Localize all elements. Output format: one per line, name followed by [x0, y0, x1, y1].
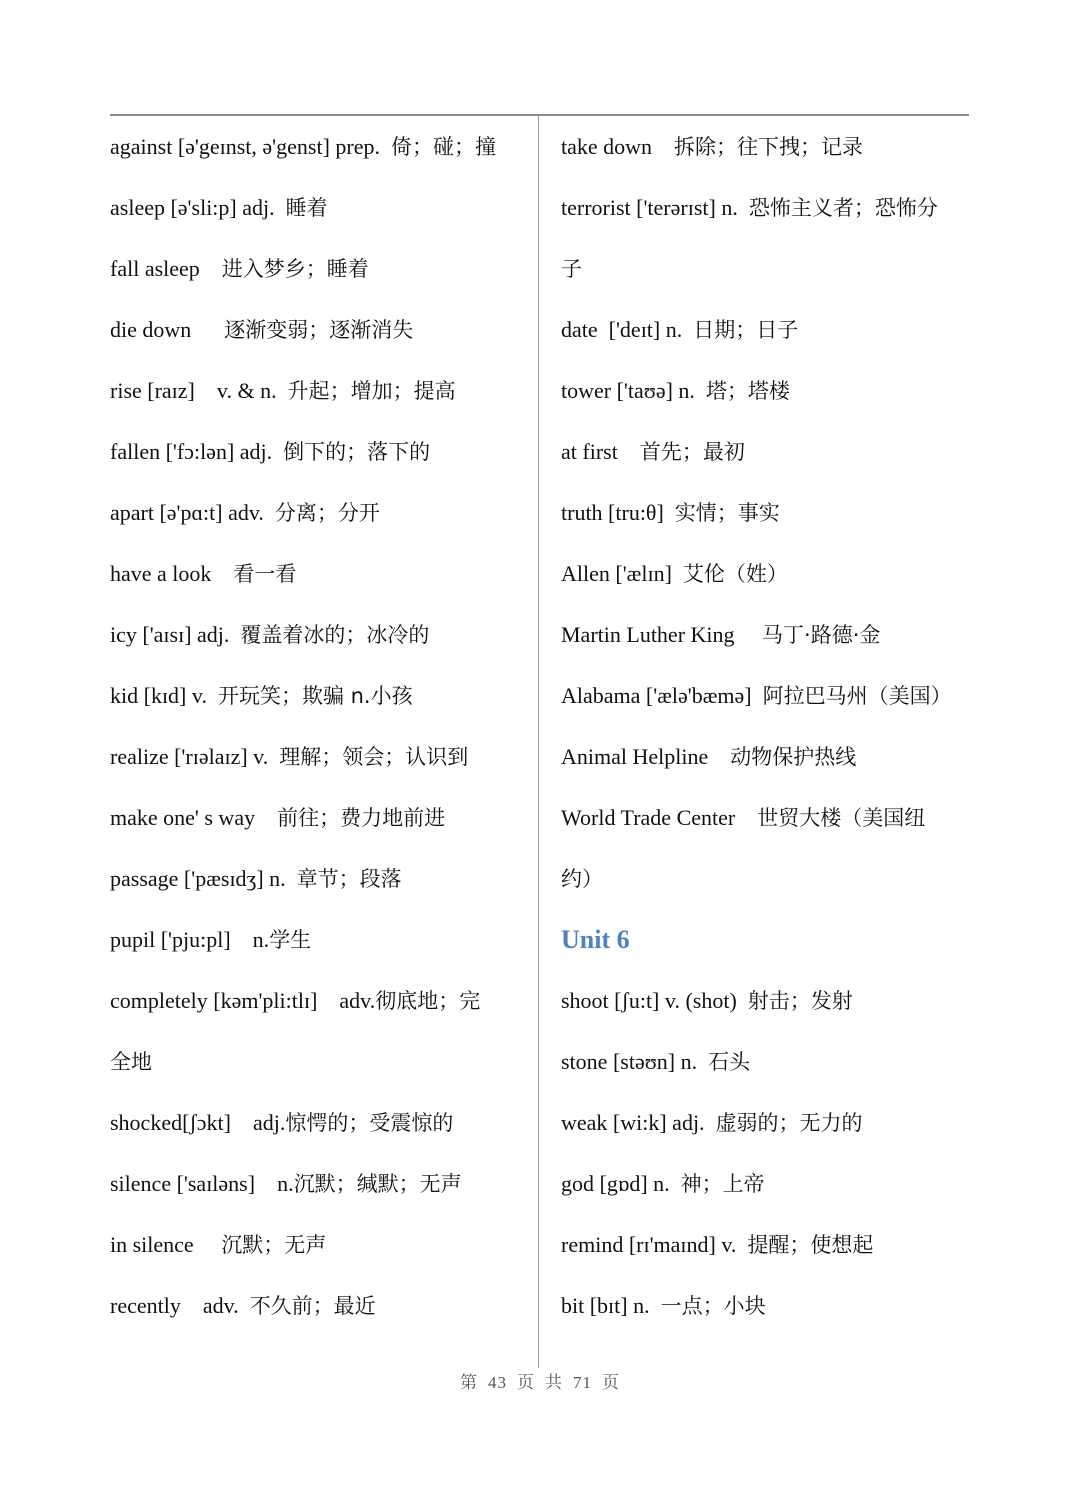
- vocab-entry: [561, 421, 981, 482]
- vocab-entry: [110, 1153, 530, 1214]
- vocab-chinese: 世贸大楼（美国纽: [757, 806, 926, 830]
- left-column: [110, 116, 530, 1336]
- vocab-english: have a look: [110, 561, 234, 586]
- vocab-english: Martin Luther King: [561, 622, 763, 647]
- page-footer: [0, 1368, 1080, 1393]
- vocab-entry: [561, 1153, 981, 1214]
- vocab-entry: [561, 604, 981, 665]
- vocab-entry: [110, 726, 530, 787]
- vocab-chinese: 倒下的；落下的: [283, 440, 431, 464]
- vocab-english: truth [tru:θ]: [561, 500, 675, 525]
- vocab-chinese: 提醒；使想起: [747, 1233, 874, 1257]
- vocab-english: weak [wi:k] adj.: [561, 1110, 716, 1135]
- vocab-entry: [110, 1031, 530, 1092]
- vocab-chinese: 全地: [110, 1050, 152, 1074]
- vocab-english: kid [kɪd] v.: [110, 683, 218, 708]
- vocab-english: die down: [110, 317, 225, 342]
- vocab-chinese: 理解；领会；认识到: [279, 745, 469, 769]
- vocab-english: asleep [ə'sli:p] adj.: [110, 195, 286, 220]
- vocab-entry: [561, 787, 981, 848]
- vocab-entry: [561, 1031, 981, 1092]
- right-column: [561, 116, 981, 1336]
- vocab-english: shocked[ʃɔkt] adj.: [110, 1110, 286, 1135]
- vocab-chinese: 开玩笑；欺骗 n.小孩: [217, 684, 413, 708]
- vocab-chinese: 阿拉巴马州（美国）: [762, 684, 952, 708]
- vocab-english: make one' s way: [110, 805, 278, 830]
- vocab-chinese: 恐怖主义者；恐怖分: [748, 196, 938, 220]
- vocab-chinese: 一点；小块: [660, 1294, 766, 1318]
- vocab-entry: [110, 299, 530, 360]
- vocab-chinese: 章节；段落: [296, 867, 402, 891]
- vocab-entry: [110, 970, 530, 1031]
- footer-page-word: 页: [517, 1373, 535, 1392]
- vocab-chinese: 拆除；往下拽；记录: [674, 135, 864, 159]
- footer-total-word: 共: [545, 1373, 563, 1392]
- vocab-entry: [561, 482, 981, 543]
- vocab-chinese: 升起；增加；提高: [287, 379, 456, 403]
- unit-heading: [561, 909, 981, 970]
- vocab-entry: [561, 1214, 981, 1275]
- vocab-entry: [110, 1214, 530, 1275]
- vocab-english: remind [rɪ'maɪnd] v.: [561, 1232, 748, 1257]
- vocab-entry: [110, 665, 530, 726]
- vocab-chinese: 塔；塔楼: [705, 379, 790, 403]
- vocab-entry: [561, 665, 981, 726]
- vocab-chinese: 倚；碰；撞: [391, 135, 497, 159]
- vocab-chinese: 学生: [269, 928, 312, 952]
- footer-total-pages: 71: [573, 1373, 592, 1392]
- vocab-entry: [561, 1092, 981, 1153]
- vocab-english: icy ['aɪsɪ] adj.: [110, 622, 241, 647]
- vocab-chinese: 进入梦乡；睡着: [221, 257, 369, 281]
- vocab-chinese: 彻底地；完: [375, 989, 481, 1013]
- vocab-english: fallen ['fɔ:lən] adj.: [110, 439, 284, 464]
- vocab-entry: [561, 970, 981, 1031]
- vocab-english: completely [kəm'pli:tlɪ] adv.: [110, 988, 376, 1013]
- vocab-english: terrorist ['terərɪst] n.: [561, 195, 749, 220]
- vocab-chinese: 艾伦（姓）: [682, 562, 788, 586]
- vocab-chinese: 沉默；无声: [221, 1233, 327, 1257]
- vocab-english: in silence: [110, 1232, 222, 1257]
- vocab-english: passage ['pæsɪdʒ] n.: [110, 866, 297, 891]
- vocab-entry: [561, 543, 981, 604]
- vocab-english: take down: [561, 134, 675, 159]
- vocab-chinese: 前往；费力地前进: [277, 806, 446, 830]
- vocab-english: rise [raɪz] v. & n.: [110, 378, 288, 403]
- vocab-english: World Trade Center: [561, 805, 758, 830]
- vocab-entry: [561, 238, 981, 299]
- vocab-english: shoot [ʃu:t] v. (shot): [561, 988, 748, 1013]
- vocab-chinese: 马丁·路德·金: [762, 623, 881, 647]
- unit-heading-text: Unit 6: [561, 925, 630, 954]
- vocab-chinese: 看一看: [233, 562, 297, 586]
- vocab-english: stone [stəʊn] n.: [561, 1049, 709, 1074]
- vocab-chinese: 不久前；最近: [249, 1294, 376, 1318]
- vocab-entry: [110, 543, 530, 604]
- vocab-english: pupil ['pju:pl] n.: [110, 927, 270, 952]
- vocab-chinese: 射击；发射: [747, 989, 853, 1013]
- vocab-english: Animal Helpline: [561, 744, 731, 769]
- vocab-entry: [110, 421, 530, 482]
- vocab-english: bit [bɪt] n.: [561, 1293, 661, 1318]
- footer-current-page: 43: [488, 1373, 507, 1392]
- vocab-english: tower ['taʊə] n.: [561, 378, 706, 403]
- vocab-entry: [561, 299, 981, 360]
- vocab-entry: [110, 238, 530, 299]
- vocab-chinese: 沉默；缄默；无声: [293, 1172, 462, 1196]
- footer-suffix: 页: [602, 1373, 620, 1392]
- footer-prefix: 第: [460, 1373, 478, 1392]
- vocab-chinese: 日期；日子: [693, 318, 799, 342]
- vocab-chinese: 约）: [561, 867, 603, 891]
- vocab-chinese: 神；上帝: [680, 1172, 765, 1196]
- vocab-chinese: 分离；分开: [274, 501, 380, 525]
- vocab-english: at first: [561, 439, 640, 464]
- vocab-chinese: 惊愕的；受震惊的: [285, 1111, 454, 1135]
- vocab-entry: [561, 177, 981, 238]
- vocab-entry: [110, 116, 530, 177]
- vocab-chinese: 逐渐变弱；逐渐消失: [224, 318, 414, 342]
- vocab-entry: [561, 726, 981, 787]
- vocab-chinese: 睡着: [285, 196, 328, 220]
- vocab-chinese: 石头: [708, 1050, 751, 1074]
- vocab-english: date ['deɪt] n.: [561, 317, 694, 342]
- vocab-english: silence ['saɪləns] n.: [110, 1171, 294, 1196]
- vocab-chinese: 子: [561, 257, 582, 281]
- vocab-chinese: 动物保护热线: [730, 745, 857, 769]
- vocab-entry: [110, 1275, 530, 1336]
- vocab-english: god [gɒd] n.: [561, 1171, 681, 1196]
- vocab-english: fall asleep: [110, 256, 222, 281]
- vocab-english: recently adv.: [110, 1293, 250, 1318]
- vocab-chinese: 覆盖着冰的；冰冷的: [240, 623, 430, 647]
- vocab-entry: [110, 1092, 530, 1153]
- vocab-entry: [110, 177, 530, 238]
- vocab-english: Alabama ['ælə'bæmə]: [561, 683, 763, 708]
- vocab-entry: [561, 848, 981, 909]
- vocab-entry: [110, 604, 530, 665]
- vocab-entry: [561, 1275, 981, 1336]
- vocab-english: against [ə'geɪnst, ə'genst] prep.: [110, 134, 392, 159]
- vocab-chinese: 虚弱的；无力的: [715, 1111, 863, 1135]
- vocab-chinese: 实情；事实: [674, 501, 780, 525]
- vocab-entry: [110, 787, 530, 848]
- vocab-entry: [561, 360, 981, 421]
- vocab-english: apart [ə'pɑ:t] adv.: [110, 500, 275, 525]
- vocab-entry: [110, 360, 530, 421]
- vocab-english: realize ['rɪəlaɪz] v.: [110, 744, 280, 769]
- vocab-entry: [110, 848, 530, 909]
- vocab-entry: [110, 909, 530, 970]
- vocab-entry: [110, 482, 530, 543]
- vocab-english: Allen ['ælɪn]: [561, 561, 683, 586]
- vocab-entry: [561, 116, 981, 177]
- column-divider: [538, 115, 539, 1368]
- vocab-chinese: 首先；最初: [639, 440, 745, 464]
